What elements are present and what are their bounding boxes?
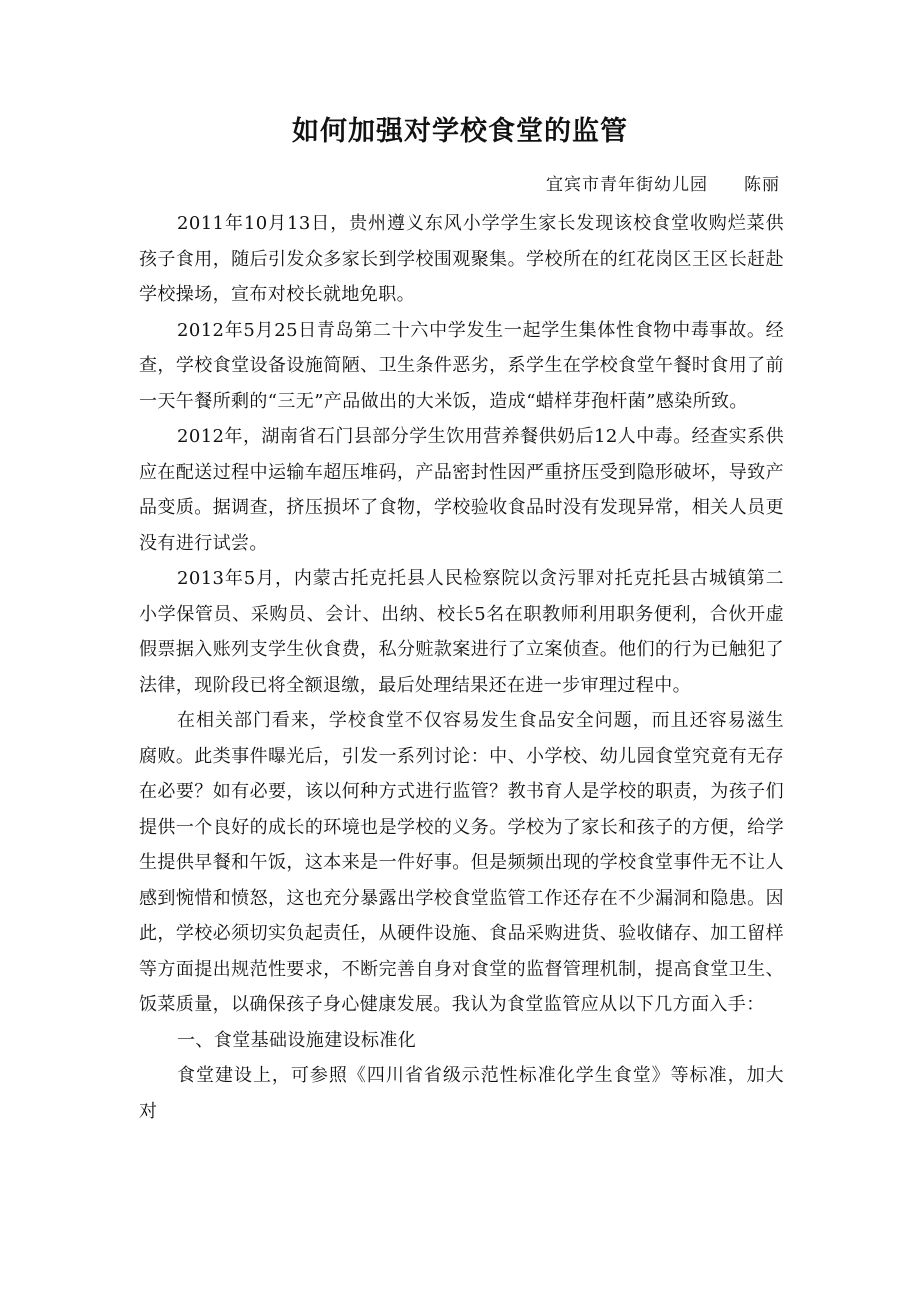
paragraph: 食堂建设上，可参照《四川省省级示范性标准化学生食堂》等标准，加大对: [139, 1065, 784, 1122]
document-title: 如何加强对学校食堂的监管: [292, 116, 628, 147]
author-name: 陈丽: [744, 175, 780, 195]
author-line: [546, 172, 780, 198]
paragraph: 2012年，湖南省石门县部分学生饮用营养餐供奶后12人中毒。经查实系供应在配送过程中运输车超压堆码，产品密封性因严重挤压受到隐形破坏，导致产品变质。据调查，挤压损坏了食物，学校验收食品时没有发现异常，相关人员更没有进行试尝。: [139, 426, 784, 554]
paragraph: 2011年10月13日，贵州遵义东风小学学生家长发现该校食堂收购烂菜供孩子食用，随后引发众多家长到学校围观聚集。学校所在的红花岗区王区长赶赴学校操场，宣布对校长就地免职。: [139, 213, 784, 305]
paragraph: 在相关部门看来，学校食堂不仅容易发生食品安全问题，而且还容易滋生腐败。此类事件曝光后，引发一系列讨论：中、小学校、幼儿园食堂究竟有无存在必要？如有必要，该以何种方式进行监管？教书育人是学校的职责，为孩子们提供一个良好的成长的环境也是学校的义务。学校为了家长和孩子的方便，给学生提供早餐和午饭，这本来是一件好事。但是频频出现的学校食堂事件无不让人感到惋惜和愤怒，这也充分暴露出学校食堂监管工作还存在不少漏洞和隐患。因此，学校必须切实负起责任，从硬件设施、食品采购进货、验收储存、加工留样等方面提出规范性要求，不断完善自身对食堂的监督管理机制，提高食堂卫生、饭菜质量，以确保孩子身心健康发展。我认为食堂监管应从以下几方面入手：: [139, 710, 784, 1015]
document-body: [139, 206, 784, 1129]
author-organization: 宜宾市青年街幼儿园: [546, 175, 708, 195]
section-heading: 一、食堂基础设施建设标准化: [177, 1029, 417, 1051]
paragraph: 2013年5月，内蒙古托克托县人民检察院以贪污罪对托克托县古城镇第二小学保管员、采购员、会计、出纳、校长5名在职教师利用职务便利，合伙开虚假票据入账列支学生伙食费，私分赃款案进行了立案侦查。他们的行为已触犯了法律，现阶段已将全额退缴，最后处理结果还在进一步审理过程中。: [139, 568, 784, 696]
paragraph: 2012年5月25日青岛第二十六中学发生一起学生集体性食物中毒事故。经查，学校食堂设备设施简陋、卫生条件恶劣，系学生在学校食堂午餐时食用了前一天午餐所剩的“三无”产品做出的大米饭，造成“蜡样芽孢杆菌”感染所致。: [139, 319, 784, 412]
